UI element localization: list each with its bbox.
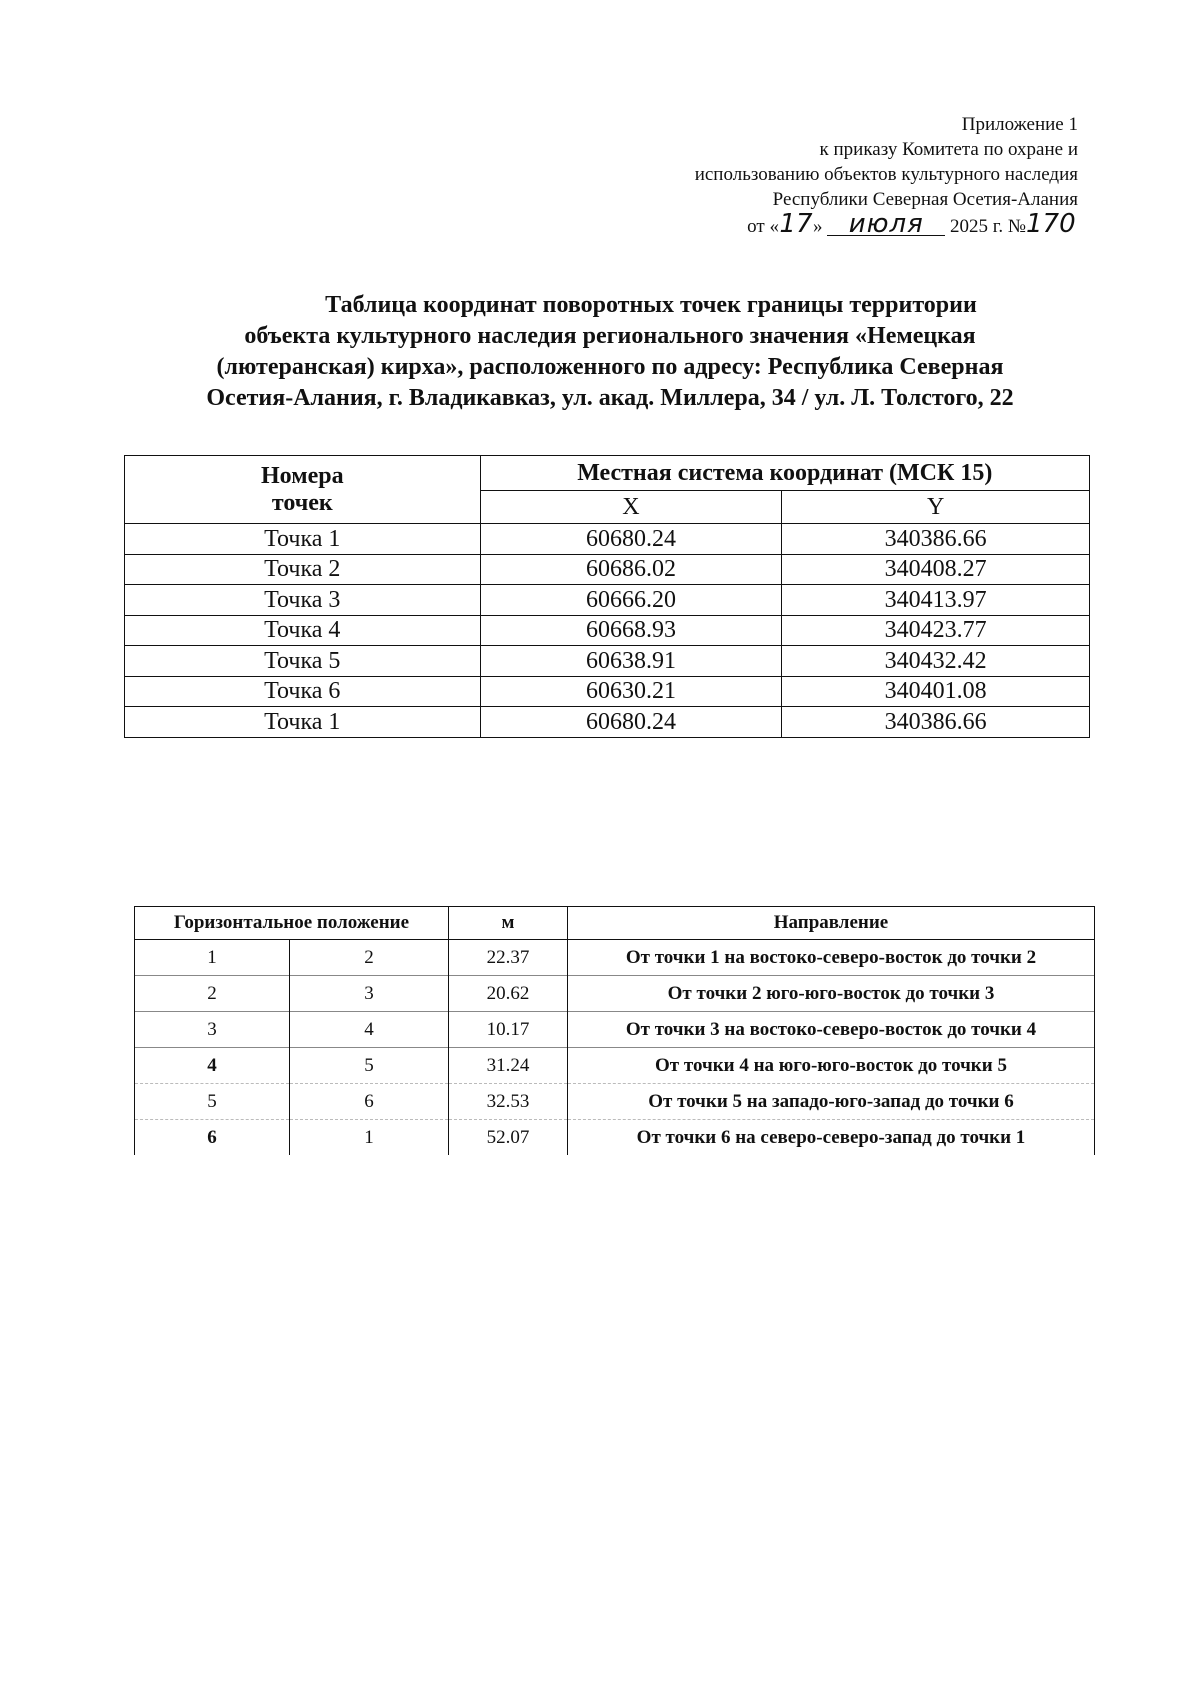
direction-text: От точки 3 на востоко-северо-восток до точки 4 [568,1012,1095,1048]
from-point: 4 [135,1048,290,1084]
point-name: Точка 2 [125,554,481,585]
header-point-numbers-line2: точек [271,489,333,516]
to-point: 2 [290,940,449,976]
table-row [125,707,1090,738]
point-name: Точка 1 [125,524,481,555]
distance-meters: 22.37 [449,940,568,976]
to-point: 6 [290,1084,449,1120]
point-name: Точка 4 [125,615,481,646]
title-line-2: объекта культурного наследия регионального значения «Немецкая [244,323,976,349]
distance-meters: 20.62 [449,976,568,1012]
table-row [125,585,1090,616]
to-point: 5 [290,1048,449,1084]
table-row [135,1120,1095,1156]
to-point: 3 [290,976,449,1012]
x-value: 60686.02 [480,554,782,585]
from-point: 2 [135,976,290,1012]
header-point-numbers [125,456,481,524]
header-meters: м [449,907,568,940]
x-value: 60680.24 [480,707,782,738]
table-row [135,1084,1095,1120]
point-name: Точка 5 [125,646,481,677]
header-coordinate-system: Местная система координат (МСК 15) [480,456,1089,491]
document-title [120,290,1100,414]
title-line-1: Таблица координат поворотных точек границы территории [325,292,977,318]
y-value: 340408.27 [782,554,1090,585]
direction-text: От точки 5 на западо-юго-запад до точки 6 [568,1084,1095,1120]
table-row [135,1012,1095,1048]
point-name: Точка 1 [125,707,481,738]
distance-meters: 31.24 [449,1048,568,1084]
directions-table [134,906,1095,1155]
header-horizontal-position: Горизонтальное положение [135,907,449,940]
y-value: 340401.08 [782,676,1090,707]
order-date-number-line [558,209,1078,239]
y-value: 340386.66 [782,707,1090,738]
table-row [125,646,1090,677]
x-value: 60668.93 [480,615,782,646]
from-point: 1 [135,940,290,976]
header-point-numbers-line1: Номера [261,462,344,489]
appendix-label: Приложение 1 [961,114,1078,135]
order-month-handwritten: июля [827,213,945,236]
title-line-4: Осетия-Алания, г. Владикавказ, ул. акад. Миллера, 34 / ул. Л. Толстого, 22 [206,385,1014,411]
y-value: 340386.66 [782,524,1090,555]
coordinates-table [124,455,1090,738]
order-year: 2025 г. № [949,216,1026,237]
x-value: 60638.91 [480,646,782,677]
from-point: 6 [135,1120,290,1156]
to-point: 1 [290,1120,449,1156]
table-row [135,1048,1095,1084]
republic-line: Республики Северная Осетия-Алания [772,189,1078,210]
order-reference-line: к приказу Комитета по охране и [819,139,1078,160]
distance-meters: 32.53 [449,1084,568,1120]
committee-line: использованию объектов культурного наследия [694,164,1078,185]
point-name: Точка 3 [125,585,481,616]
from-point: 3 [135,1012,290,1048]
table-row [135,940,1095,976]
point-name: Точка 6 [125,676,481,707]
table-row [135,976,1095,1012]
from-point: 5 [135,1084,290,1120]
y-value: 340413.97 [782,585,1090,616]
header-x: X [480,491,782,524]
direction-text: От точки 4 на юго-юго-восток до точки 5 [568,1048,1095,1084]
distance-meters: 52.07 [449,1120,568,1156]
direction-text: От точки 1 на востоко-северо-восток до точки 2 [568,940,1095,976]
order-number-handwritten: 170 [1026,209,1076,239]
header-y: Y [782,491,1090,524]
direction-text: От точки 6 на северо-северо-запад до точки 1 [568,1120,1095,1156]
to-point: 4 [290,1012,449,1048]
order-day-handwritten: 17 [779,209,813,239]
table-row [125,524,1090,555]
table-row [125,554,1090,585]
x-value: 60666.20 [480,585,782,616]
appendix-header [558,112,1078,239]
direction-text: От точки 2 юго-юго-восток до точки 3 [568,976,1095,1012]
order-day-close-quote: » [812,216,823,237]
y-value: 340423.77 [782,615,1090,646]
order-prefix: от « [747,216,779,237]
x-value: 60680.24 [480,524,782,555]
x-value: 60630.21 [480,676,782,707]
distance-meters: 10.17 [449,1012,568,1048]
title-line-3: (лютеранская) кирха», расположенного по адресу: Республика Северная [216,354,1004,380]
table-row [125,676,1090,707]
header-direction: Направление [568,907,1095,940]
table-row [125,615,1090,646]
y-value: 340432.42 [782,646,1090,677]
